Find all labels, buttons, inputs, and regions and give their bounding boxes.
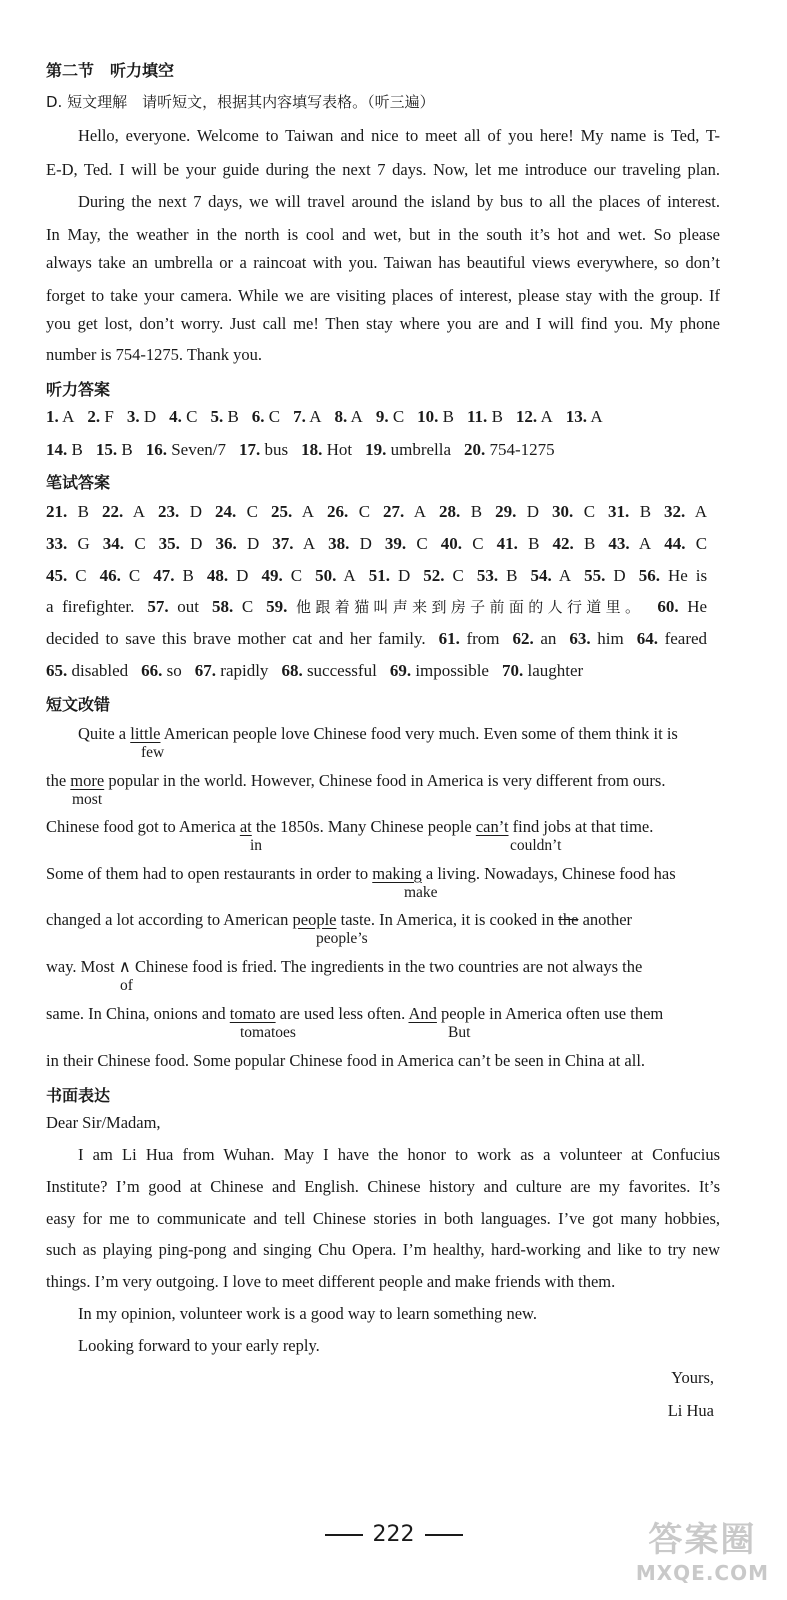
question-number: 39. [384, 534, 407, 553]
answer-item [207, 566, 249, 585]
answer-item [159, 534, 203, 553]
correction-word: few [141, 744, 165, 761]
page-number: 222 [0, 1522, 787, 1547]
question-number: 67. [194, 661, 217, 680]
answer-row [46, 566, 720, 586]
answer-value: B [528, 534, 540, 553]
question-number: 28. [439, 502, 461, 521]
watermark-logo: 答案圈 MXQE.COM [635, 1520, 769, 1585]
answer-value: A [590, 407, 603, 426]
question-number: 45. [46, 566, 68, 585]
answer-value: D [190, 534, 203, 553]
question-number: 1. [46, 407, 59, 426]
answer-value: bus [264, 440, 289, 459]
answer-item [552, 502, 595, 521]
question-number: 62. [512, 629, 534, 648]
question-number: 10. [417, 407, 439, 426]
answer-item [516, 407, 553, 426]
answer-item [365, 440, 451, 459]
question-number: 54. [530, 566, 552, 585]
correction-line: same. In China, onions and tomato are used less often. And people in America often use them [46, 1004, 664, 1023]
transcript-line: you get lost, don’t worry. Just call me! Then stay where you are and I will find you. My phone [46, 314, 720, 333]
answer-item [390, 661, 489, 680]
answer-item [385, 534, 428, 553]
answer-value: He is [667, 566, 708, 585]
answer-value: A [132, 502, 146, 521]
question-number: 44. [664, 534, 686, 553]
question-number: 21. [46, 502, 68, 521]
writing-title: 书面表达 [46, 1086, 111, 1105]
answer-item [46, 661, 128, 680]
letter-line: such as playing ping-pong and singing Chu Opera. I’m healthy, hard-working and like to try new [46, 1240, 720, 1259]
error-correction-title: 短文改错 [46, 695, 111, 714]
error-word: at [239, 817, 252, 836]
question-number: 12. [515, 407, 538, 426]
answer-value: A [350, 407, 363, 426]
answer-value: A [638, 534, 652, 553]
answer-value: A [413, 502, 427, 521]
answer-value: D [189, 502, 202, 521]
answer-value: C [472, 534, 484, 553]
answer-value: C [290, 566, 303, 585]
answer-item [46, 440, 83, 459]
question-number: 22. [102, 502, 124, 521]
letter-paragraph: In my opinion, volunteer work is a good way to learn something new. [78, 1304, 538, 1323]
answer-value: B [506, 566, 518, 585]
question-number: 3. [126, 407, 140, 426]
correction-line: Quite a little American people love Chinese food very much. Even some of them think it is [78, 724, 678, 743]
answer-item [327, 502, 370, 521]
transcript-line: E-D, Ted. I will be your guide during the next 7 days. Now, let me introduce our traveling plan. [46, 160, 720, 179]
answer-value: He [687, 597, 708, 616]
answer-row [46, 407, 720, 427]
answer-item [239, 440, 288, 459]
answer-item [169, 407, 197, 426]
question-number: 40. [440, 534, 463, 553]
question-number: 49. [261, 566, 283, 585]
question-number: 17. [238, 440, 261, 459]
question-number: 26. [327, 502, 349, 521]
answer-item [46, 502, 89, 521]
answer-value: A [302, 534, 316, 553]
answer-item [566, 407, 603, 426]
error-word: And [408, 1004, 437, 1023]
answer-value: out [177, 597, 199, 616]
answer-item [664, 534, 707, 553]
answer-item [293, 407, 321, 426]
letter-closing: Yours, [671, 1368, 714, 1387]
letter-paragraph: Looking forward to your early reply. [78, 1336, 320, 1355]
question-number: 65. [46, 661, 68, 680]
answer-value: C [246, 502, 258, 521]
answer-item [584, 566, 626, 585]
section-instruction: D. 短文理解 请听短文，根据其内容填写表格。（听三遍） [46, 93, 435, 111]
answer-value: C [186, 407, 198, 426]
correction-word: But [448, 1024, 471, 1041]
question-number: 35. [158, 534, 180, 553]
answer-item [315, 566, 356, 585]
answer-value: him [597, 629, 624, 648]
question-number: 52. [423, 566, 445, 585]
answer-value: C [392, 407, 405, 426]
answer-item [266, 597, 644, 616]
answer-item [102, 502, 145, 521]
letter-signature: Li Hua [667, 1401, 714, 1420]
question-number: 14. [46, 440, 68, 459]
question-number: 43. [608, 534, 630, 553]
question-number: 16. [145, 440, 167, 459]
question-number: 32. [664, 502, 686, 521]
answer-item [46, 597, 134, 616]
question-number: 38. [328, 534, 350, 553]
question-number: 2. [87, 407, 101, 426]
question-number: 68. [281, 661, 303, 680]
answer-value: 754-1275 [489, 440, 555, 459]
question-number: 48. [206, 566, 229, 585]
answer-value: B [442, 407, 454, 426]
correction-line: Some of them had to open restaurants in order to making a living. Nowadays, Chinese food has [46, 864, 676, 883]
correction-word: couldn’t [510, 837, 562, 854]
answer-item [46, 407, 74, 426]
answer-value: A [540, 407, 553, 426]
error-word: little [130, 724, 161, 743]
answer-value: C [241, 597, 254, 616]
answer-value: rapidly [220, 661, 269, 680]
answer-item [376, 407, 404, 426]
answer-item [146, 440, 226, 459]
answer-row [46, 502, 720, 522]
deleted-word: the [558, 910, 579, 929]
answer-item [441, 534, 484, 553]
answer-value: B [182, 566, 194, 585]
question-number: 36. [215, 534, 237, 553]
correction-word: tomatoes [240, 1024, 296, 1041]
answer-value: 他跟着猫叫声来到房子前面的人行道里。 [296, 598, 645, 616]
answer-value: C [134, 534, 146, 553]
answer-item [477, 566, 518, 585]
answer-value: an [540, 629, 557, 648]
answer-value: so [166, 661, 182, 680]
question-number: 24. [214, 502, 237, 521]
correction-word: people’s [316, 930, 368, 947]
question-number: 8. [334, 407, 348, 426]
answer-value: C [75, 566, 87, 585]
answer-value: B [121, 440, 133, 459]
transcript-line: Hello, everyone. Welcome to Taiwan and nice to meet all of you here! My name is Ted, T- [78, 126, 720, 145]
correction-line: way. Most ∧ Chinese food is fried. The ingredients in the two countries are not always the [46, 957, 643, 976]
answer-item [96, 440, 133, 459]
question-number: 4. [169, 407, 182, 426]
answer-value: Hot [326, 440, 353, 459]
transcript-line: During the next 7 days, we will travel around the island by bus to all the places of interest. [78, 192, 720, 211]
answer-value: decided to save this brave mother cat and her family. [46, 629, 426, 648]
answer-item [215, 502, 258, 521]
answer-item [569, 629, 623, 648]
answer-item [195, 661, 269, 680]
answer-value: A [309, 407, 322, 426]
question-number: 41. [496, 534, 518, 553]
answer-value: B [227, 407, 239, 426]
question-number: 34. [102, 534, 125, 553]
answer-item [467, 407, 503, 426]
answer-item [103, 534, 146, 553]
question-number: 6. [251, 407, 265, 426]
answer-value: a firefighter. [46, 597, 135, 616]
question-number: 19. [365, 440, 387, 459]
answer-item [301, 440, 352, 459]
question-number: 23. [158, 502, 180, 521]
question-number: 33. [46, 534, 68, 553]
answer-item [513, 629, 557, 648]
answer-item [383, 502, 426, 521]
answer-value: D [359, 534, 372, 553]
question-number: 42. [552, 534, 574, 553]
answer-item [210, 407, 238, 426]
transcript-line: number is 754-1275. Thank you. [46, 345, 263, 364]
correction-line: changed a lot according to American people taste. In America, it is cooked in the another [46, 910, 633, 929]
question-number: 63. [569, 629, 591, 648]
answer-value: Seven/7 [171, 440, 226, 459]
question-number: 50. [315, 566, 337, 585]
answer-value: impossible [415, 661, 489, 680]
question-number: 15. [95, 440, 118, 459]
answer-item [158, 502, 202, 521]
answer-item [46, 629, 426, 648]
answer-item [497, 534, 540, 553]
answer-value: B [639, 502, 652, 521]
answer-value: D [526, 502, 540, 521]
answer-row [46, 661, 720, 681]
answer-value: D [143, 407, 157, 426]
answer-item [608, 502, 651, 521]
question-number: 66. [141, 661, 163, 680]
question-number: 9. [375, 407, 389, 426]
correction-line: Chinese food got to America at the 1850s. Many Chinese people can’t find jobs at that time. [46, 817, 654, 836]
question-number: 5. [210, 407, 224, 426]
question-number: 37. [272, 534, 294, 553]
answer-item [334, 407, 362, 426]
answer-item [147, 597, 199, 616]
answer-value: from [466, 629, 500, 648]
letter-salutation: Dear Sir/Madam, [46, 1113, 161, 1132]
answer-value: laughter [527, 661, 584, 680]
answer-value: G [77, 534, 90, 553]
question-number: 31. [608, 502, 630, 521]
question-number: 11. [467, 407, 488, 426]
answer-item [417, 407, 454, 426]
question-number: 69. [389, 661, 412, 680]
question-number: 29. [495, 502, 517, 521]
question-number: 56. [638, 566, 660, 585]
answer-item [502, 661, 583, 680]
answer-row [46, 597, 720, 617]
listening-answers-title: 听力答案 [46, 380, 111, 399]
answer-item [495, 502, 539, 521]
answer-value: disabled [71, 661, 129, 680]
answer-value: F [104, 407, 114, 426]
question-number: 70. [501, 661, 524, 680]
answer-item [281, 661, 376, 680]
answer-item [423, 566, 464, 585]
answer-item [272, 534, 315, 553]
question-number: 53. [476, 566, 499, 585]
correction-word: of [120, 977, 133, 994]
answer-item [46, 534, 90, 553]
answer-item [271, 502, 314, 521]
answer-value: C [695, 534, 708, 553]
answer-item [608, 534, 651, 553]
question-number: 51. [368, 566, 390, 585]
insert-caret: ∧ [118, 957, 131, 976]
error-word: people [292, 910, 337, 929]
answer-value: D [613, 566, 626, 585]
answer-item [153, 566, 194, 585]
answer-value: B [491, 407, 503, 426]
answer-item [215, 534, 259, 553]
correction-line: the more popular in the world. However, Chinese food in America is very different from ours. [46, 771, 666, 790]
answer-item [261, 566, 302, 585]
question-number: 59. [266, 597, 288, 616]
letter-line: easy for me to communicate and tell Chinese stories in both languages. I’ve got many hobbies, [46, 1209, 720, 1228]
answer-item [87, 407, 113, 426]
answer-item [439, 629, 500, 648]
letter-line: Institute? I’m good at Chinese and English. Chinese history and culture are my favorites. It’s [46, 1177, 720, 1196]
answer-item [369, 566, 411, 585]
answer-item [212, 597, 253, 616]
answer-item [141, 661, 182, 680]
letter-line: I am Li Hua from Wuhan. May I have the honor to work as a volunteer at Confucius [78, 1145, 720, 1164]
section-title: 第二节 听力填空 [46, 61, 175, 80]
letter-line: things. I’m very outgoing. I love to meet different people and make friends with them. [46, 1272, 616, 1291]
question-number: 13. [565, 407, 587, 426]
answer-value: C [416, 534, 428, 553]
answer-value: C [128, 566, 141, 585]
answer-item [657, 597, 707, 616]
transcript-line: In May, the weather in the north is cool and wet, but in the south it’s hot and wet. So please [46, 225, 720, 244]
transcript-line: always take an umbrella or a raincoat with you. Taiwan has beautiful views everywhere, so don’t [46, 253, 720, 272]
question-number: 20. [464, 440, 486, 459]
transcript-line: forget to take your camera. While we are visiting places of interest, please stay with the group. If [46, 286, 720, 305]
written-answers-title: 笔试答案 [46, 473, 111, 492]
answer-value: umbrella [390, 440, 452, 459]
question-number: 18. [301, 440, 323, 459]
error-word: making [372, 864, 422, 883]
question-number: 27. [383, 502, 405, 521]
answer-item [464, 440, 555, 459]
answer-row [46, 534, 720, 554]
question-number: 55. [584, 566, 606, 585]
answer-value: B [470, 502, 483, 521]
answer-value: C [452, 566, 464, 585]
answer-item [100, 566, 141, 585]
answer-row [46, 629, 720, 649]
question-number: 46. [99, 566, 121, 585]
answer-value: feared [664, 629, 708, 648]
answer-value: D [246, 534, 260, 553]
correction-line: in their Chinese food. Some popular Chinese food in America can’t be seen in China at all. [46, 1051, 646, 1070]
answer-item [531, 566, 572, 585]
question-number: 61. [438, 629, 460, 648]
question-number: 47. [153, 566, 175, 585]
question-number: 30. [552, 502, 574, 521]
question-number: 60. [657, 597, 679, 616]
answer-item [552, 534, 595, 553]
answer-item [46, 566, 87, 585]
answer-row [46, 440, 720, 460]
answer-value: B [584, 534, 596, 553]
answer-item [252, 407, 280, 426]
error-word: more [70, 771, 105, 790]
correction-word: make [404, 884, 438, 901]
error-word: can’t [475, 817, 509, 836]
correction-word: in [250, 837, 263, 854]
answer-value: A [694, 502, 708, 521]
answer-value: D [236, 566, 249, 585]
answer-value: C [358, 502, 371, 521]
answer-item [639, 566, 707, 585]
answer-value: C [583, 502, 596, 521]
answer-item [439, 502, 482, 521]
answer-value: successful [306, 661, 377, 680]
answer-value: B [71, 440, 83, 459]
answer-item [328, 534, 372, 553]
answer-value: A [343, 566, 356, 585]
question-number: 7. [293, 407, 306, 426]
answer-value: D [397, 566, 411, 585]
question-number: 64. [636, 629, 658, 648]
answer-item [664, 502, 707, 521]
answer-value: A [301, 502, 315, 521]
answer-value: A [62, 407, 75, 426]
answer-value: A [558, 566, 572, 585]
answer-value: B [77, 502, 90, 521]
question-number: 58. [211, 597, 234, 616]
question-number: 57. [147, 597, 169, 616]
correction-word: most [72, 791, 103, 808]
answer-item [127, 407, 156, 426]
answer-value: C [268, 407, 281, 426]
answer-item [637, 629, 707, 648]
error-word: tomato [229, 1004, 276, 1023]
question-number: 25. [271, 502, 293, 521]
